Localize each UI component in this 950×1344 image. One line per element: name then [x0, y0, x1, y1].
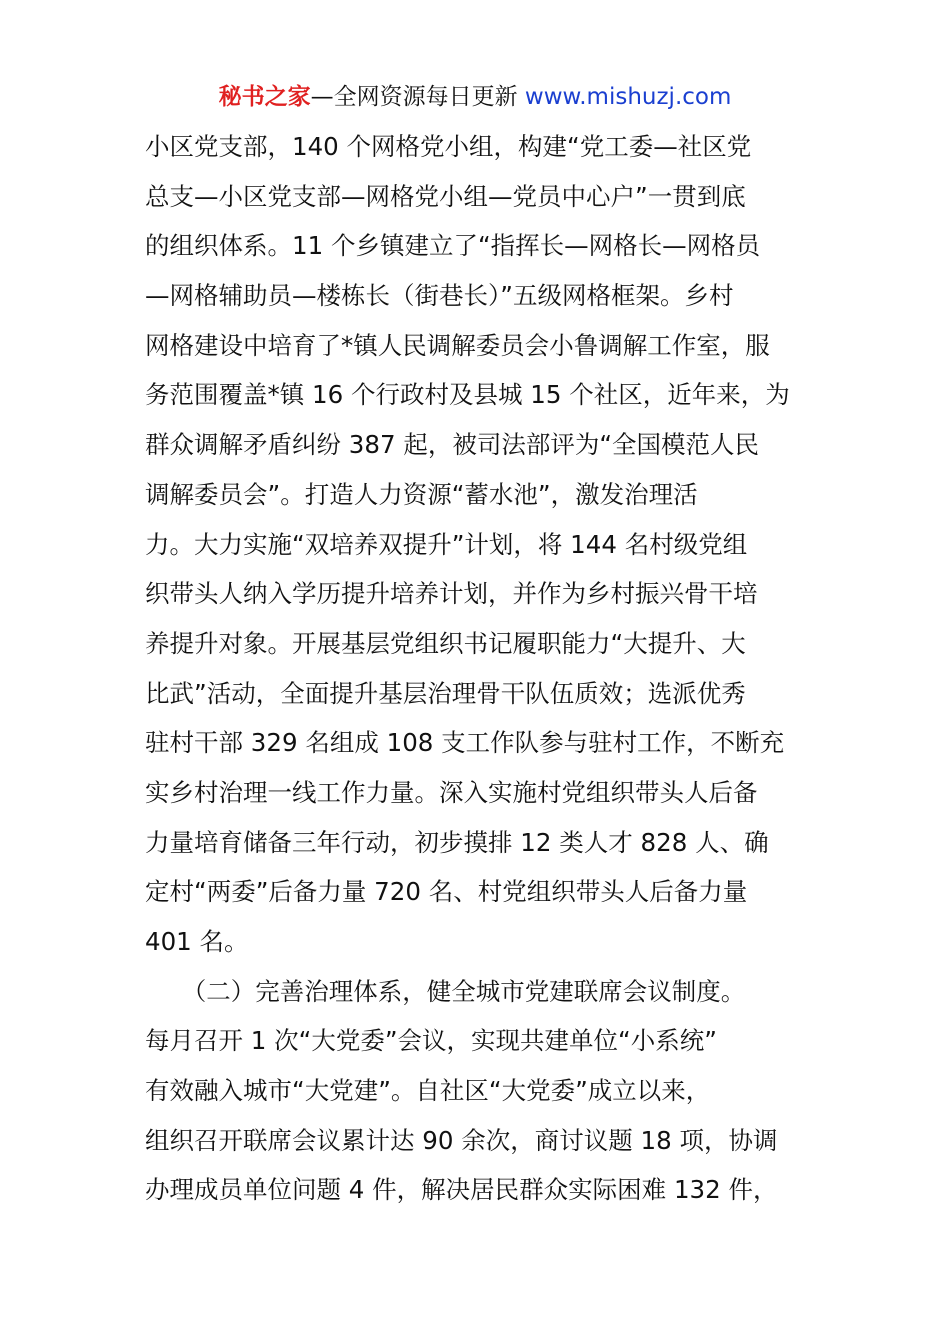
text-line: —网格辅助员—楼栋长（街巷长）”五级网格框架。乡村 [145, 281, 734, 311]
text-line: 总支—小区党支部—网格党小组—党员中心户”一贯到底 [145, 181, 746, 211]
text-line: 群众调解矛盾纠纷 387 起，被司法部评为“全国模范人民 [145, 430, 760, 460]
page-header [0, 82, 950, 112]
document-body [145, 122, 815, 1215]
text-line: 力。大力实施“双培养双提升”计划，将 144 名村级党组 [145, 529, 748, 559]
site-url-link[interactable]: www.mishuzj.com [524, 84, 732, 110]
section-heading-line: （二）完善治理体系，健全城市党建联席会议制度。 [145, 976, 746, 1006]
text-line: 每月召开 1 次“大党委”会议，实现共建单位“小系统” [145, 1026, 717, 1056]
text-line: 织带头人纳入学历提升培养计划，并作为乡村振兴骨干培 [145, 579, 758, 609]
text-line: 的组织体系。11 个乡镇建立了“指挥长—网格长—网格员 [145, 231, 761, 261]
text-line: 调解委员会”。打造人力资源“蓄水池”，激发治理活 [145, 479, 698, 509]
text-line: 有效融入城市“大党建”。自社区“大党委”成立以来， [145, 1076, 711, 1106]
text-line: 比武”活动，全面提升基层治理骨干队伍质效；选派优秀 [145, 678, 746, 708]
text-line: 养提升对象。开展基层党组织书记履职能力“大提升、大 [145, 628, 746, 658]
text-line: 办理成员单位问题 4 件，解决居民群众实际困难 132 件， [145, 1175, 778, 1205]
text-line: 务范围覆盖*镇 16 个行政村及县城 15 个社区，近年来，为 [145, 380, 790, 410]
text-line: 实乡村治理一线工作力量。深入实施村党组织带头人后备 [145, 777, 758, 807]
site-tagline: —全网资源每日更新 [310, 84, 525, 110]
text-line: 401 名。 [145, 927, 249, 956]
text-line: 小区党支部，140 个网格党小组，构建“党工委—社区党 [145, 132, 752, 161]
text-line: 定村“两委”后备力量 720 名、村党组织带头人后备力量 [145, 877, 748, 907]
text-line: 组织召开联席会议累计达 90 余次，商讨议题 18 项，协调 [145, 1125, 778, 1155]
text-line: 网格建设中培育了*镇人民调解委员会小鲁调解工作室，服 [145, 330, 770, 360]
text-line: 驻村干部 329 名组成 108 支工作队参与驻村工作，不断充 [145, 728, 785, 758]
text-line: 力量培育储备三年行动，初步摸排 12 类人才 828 人、确 [145, 827, 769, 857]
site-brand: 秘书之家 [218, 84, 311, 110]
